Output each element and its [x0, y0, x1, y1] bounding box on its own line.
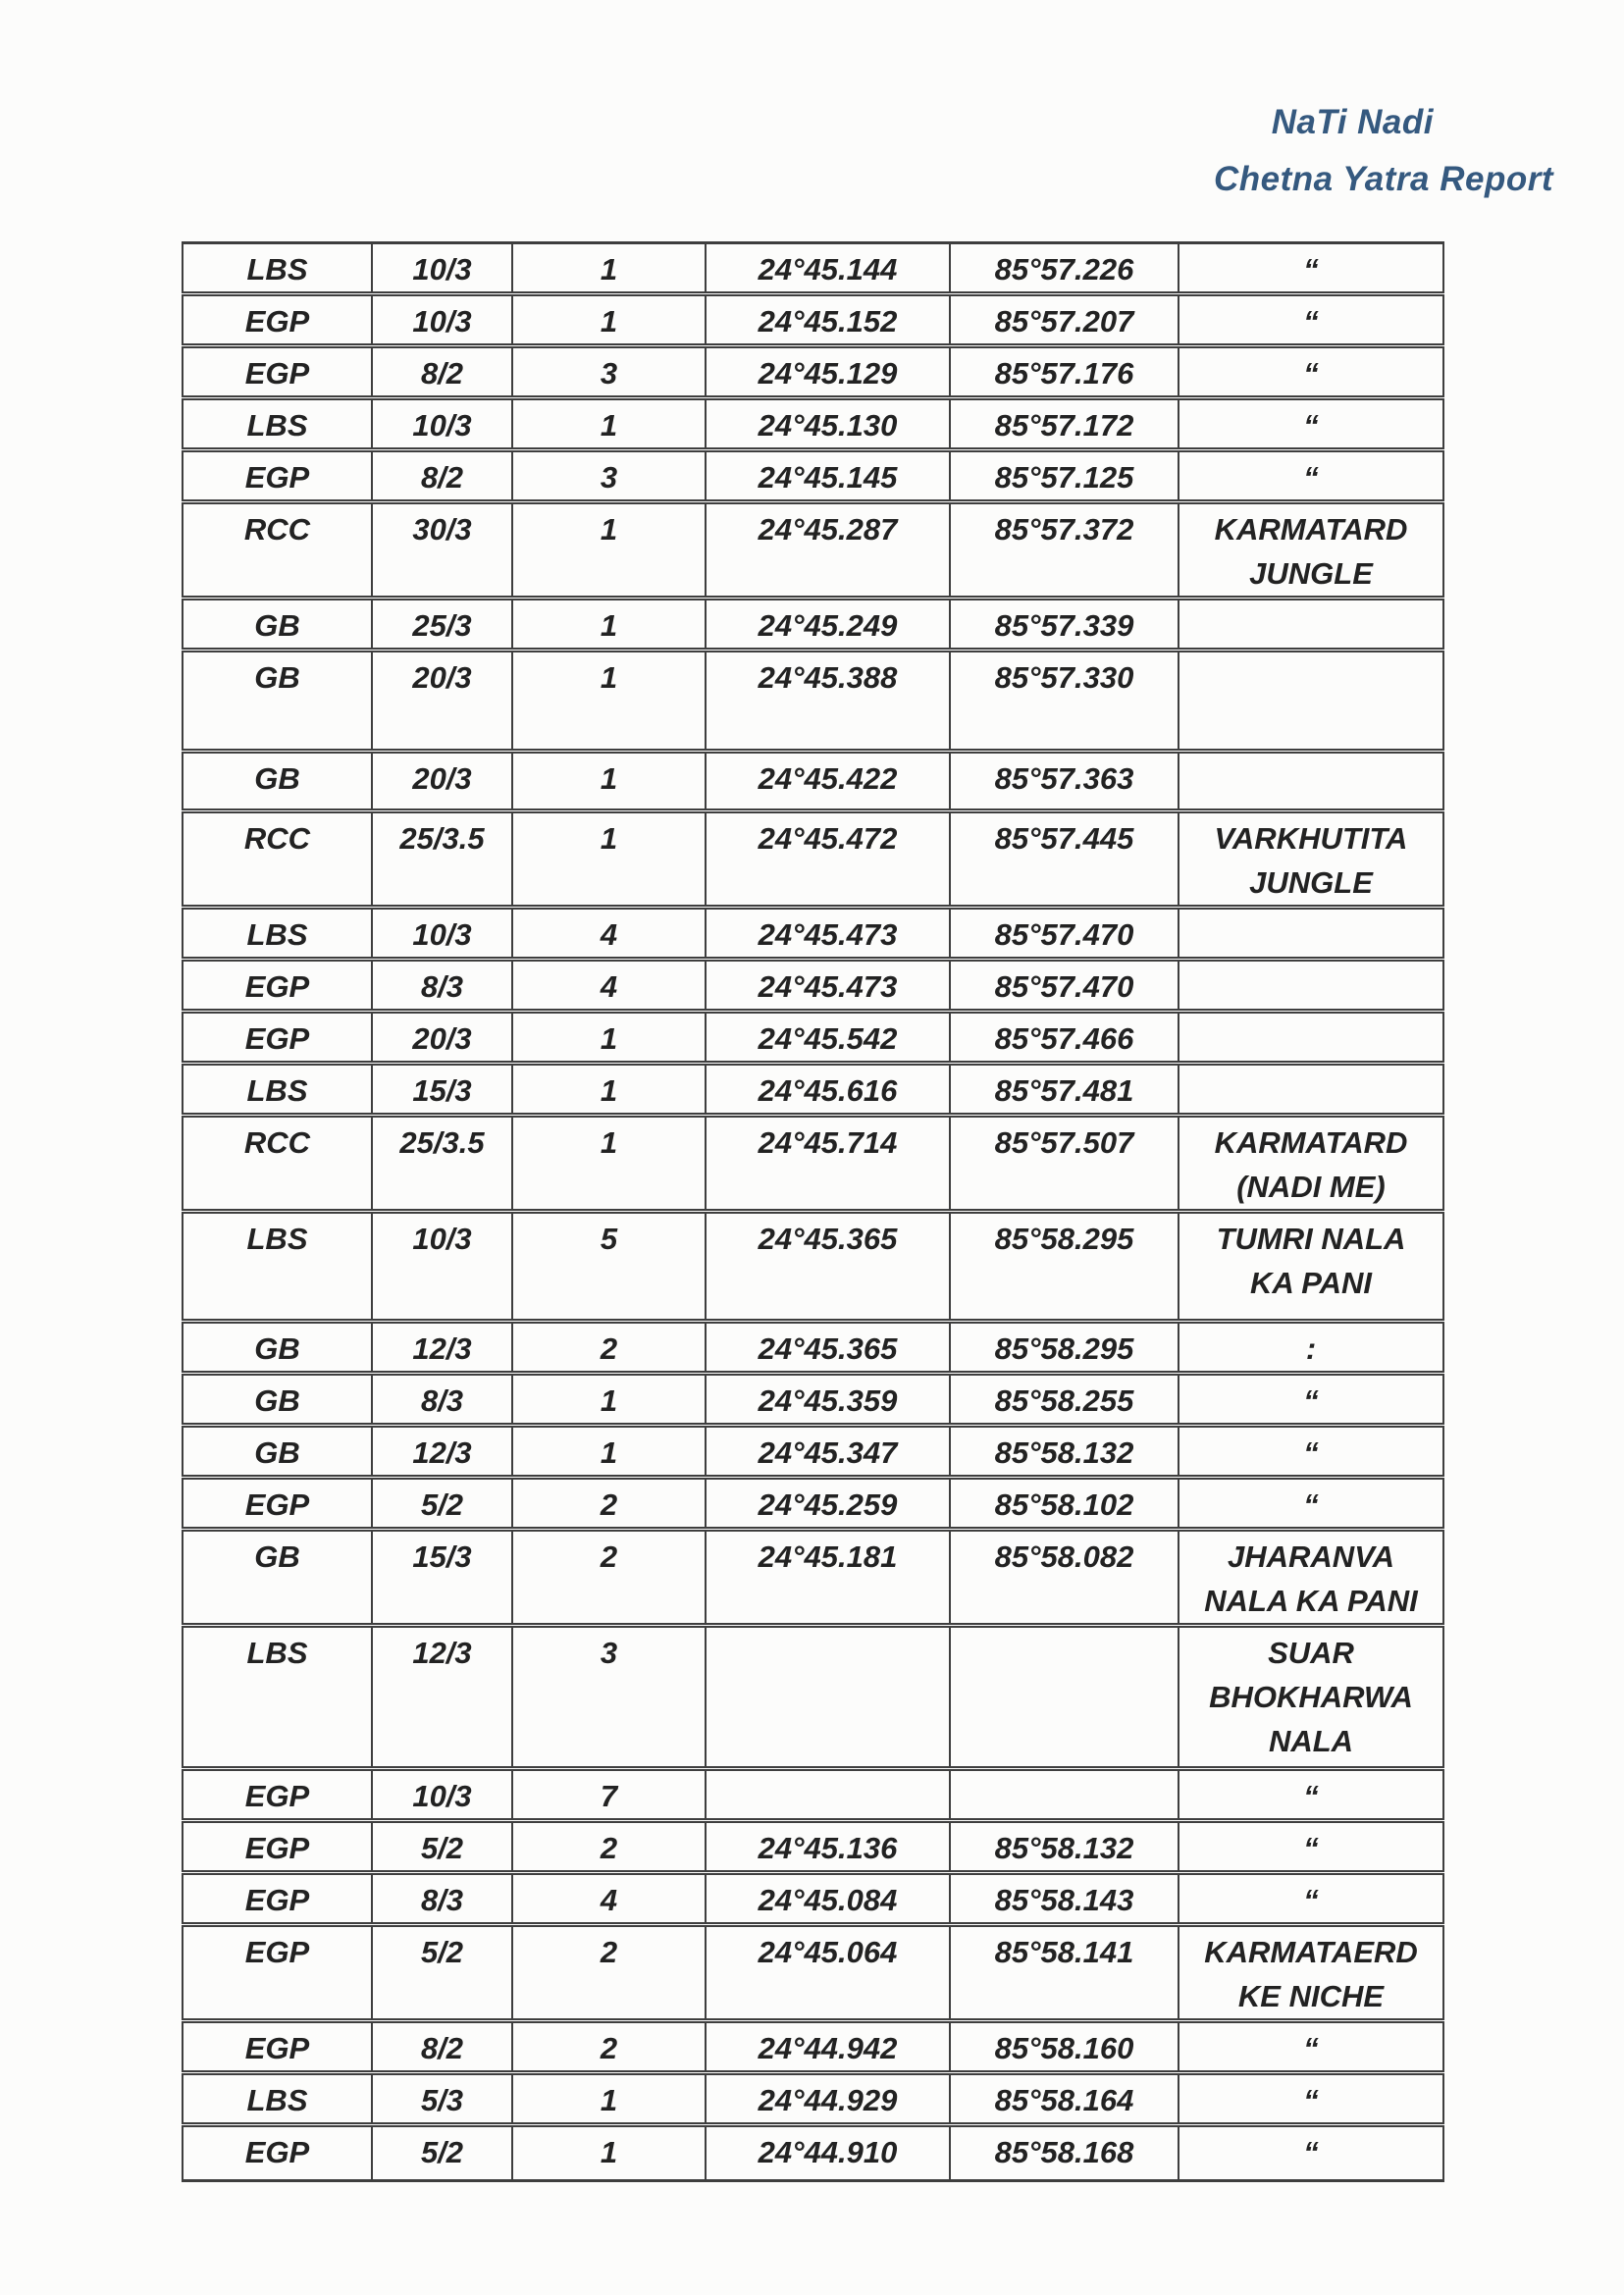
cell-lon: 85°58.132: [950, 1426, 1179, 1478]
cell-code: EGP: [183, 294, 372, 346]
cell-remark: KARMATARD JUNGLE: [1179, 502, 1443, 599]
table-row: [183, 1925, 1443, 2021]
cell-code: RCC: [183, 502, 372, 599]
cell-code: GB: [183, 1374, 372, 1426]
cell-lat: 24°45.249: [706, 599, 950, 651]
cell-lat: 24°45.144: [706, 243, 950, 294]
cell-size: 10/3: [372, 1212, 512, 1322]
cell-size: 15/3: [372, 1064, 512, 1116]
cell-remark: JHARANVA NALA KA PANI: [1179, 1530, 1443, 1626]
cell-size: 8/2: [372, 450, 512, 502]
cell-lat: 24°45.152: [706, 294, 950, 346]
table-row: [183, 599, 1443, 651]
cell-code: LBS: [183, 398, 372, 450]
cell-lat: 24°45.714: [706, 1116, 950, 1212]
table-row: [183, 450, 1443, 502]
cell-size: 25/3: [372, 599, 512, 651]
cell-remark: “: [1179, 1769, 1443, 1821]
cell-size: 5/3: [372, 2073, 512, 2125]
table-row: [183, 1064, 1443, 1116]
cell-size: 5/2: [372, 2125, 512, 2181]
cell-lat: 24°45.473: [706, 960, 950, 1012]
cell-lat: 24°45.287: [706, 502, 950, 599]
cell-count: 4: [512, 1873, 706, 1925]
table-row: [183, 651, 1443, 752]
cell-lat: 24°45.084: [706, 1873, 950, 1925]
cell-remark: “: [1179, 2021, 1443, 2073]
cell-count: 2: [512, 1821, 706, 1873]
cell-lon: 85°58.255: [950, 1374, 1179, 1426]
cell-remark: [1179, 1012, 1443, 1064]
cell-code: LBS: [183, 243, 372, 294]
cell-count: 1: [512, 599, 706, 651]
cell-size: 10/3: [372, 294, 512, 346]
cell-remark: “: [1179, 243, 1443, 294]
cell-lat: 24°45.181: [706, 1530, 950, 1626]
cell-size: 12/3: [372, 1626, 512, 1769]
table-row: [183, 2125, 1443, 2181]
cell-lon: 85°58.168: [950, 2125, 1179, 2181]
cell-lon: 85°58.141: [950, 1925, 1179, 2021]
cell-size: 8/2: [372, 2021, 512, 2073]
cell-code: EGP: [183, 1821, 372, 1873]
table-row: [183, 908, 1443, 960]
survey-table: [182, 241, 1444, 2182]
cell-size: 25/3.5: [372, 1116, 512, 1212]
cell-code: EGP: [183, 960, 372, 1012]
cell-lat: [706, 1626, 950, 1769]
cell-count: 1: [512, 243, 706, 294]
cell-lat: 24°44.910: [706, 2125, 950, 2181]
report-title-line2: Chetna Yatra Report: [1214, 160, 1553, 198]
cell-size: 10/3: [372, 398, 512, 450]
cell-remark: “: [1179, 2073, 1443, 2125]
cell-lon: 85°57.363: [950, 752, 1179, 811]
cell-size: 5/2: [372, 1821, 512, 1873]
cell-size: 8/3: [372, 960, 512, 1012]
cell-code: LBS: [183, 908, 372, 960]
cell-code: EGP: [183, 1012, 372, 1064]
table-row: [183, 2021, 1443, 2073]
table-row: [183, 811, 1443, 908]
table-row: [183, 1116, 1443, 1212]
cell-lon: 85°58.160: [950, 2021, 1179, 2073]
cell-size: 30/3: [372, 502, 512, 599]
cell-code: EGP: [183, 1873, 372, 1925]
cell-remark: “: [1179, 294, 1443, 346]
cell-count: 3: [512, 346, 706, 398]
cell-remark: [1179, 960, 1443, 1012]
cell-remark: “: [1179, 1374, 1443, 1426]
table-row: [183, 346, 1443, 398]
table-row: [183, 1626, 1443, 1769]
cell-remark: “: [1179, 1821, 1443, 1873]
cell-lon: 85°57.339: [950, 599, 1179, 651]
cell-code: LBS: [183, 1626, 372, 1769]
cell-count: 2: [512, 1925, 706, 2021]
cell-size: 12/3: [372, 1322, 512, 1374]
cell-lon: 85°57.125: [950, 450, 1179, 502]
cell-size: 10/3: [372, 243, 512, 294]
cell-lon: 85°57.176: [950, 346, 1179, 398]
cell-count: 1: [512, 294, 706, 346]
cell-count: 2: [512, 1478, 706, 1530]
cell-lon: 85°57.372: [950, 502, 1179, 599]
cell-remark: :: [1179, 1322, 1443, 1374]
cell-size: 10/3: [372, 908, 512, 960]
cell-lat: 24°44.929: [706, 2073, 950, 2125]
cell-lat: 24°45.064: [706, 1925, 950, 2021]
cell-count: 1: [512, 651, 706, 752]
cell-lat: 24°45.259: [706, 1478, 950, 1530]
cell-size: 8/2: [372, 346, 512, 398]
cell-lon: 85°58.295: [950, 1322, 1179, 1374]
cell-remark: VARKHUTITA JUNGLE: [1179, 811, 1443, 908]
cell-count: 4: [512, 960, 706, 1012]
cell-count: 1: [512, 2125, 706, 2181]
cell-count: 3: [512, 1626, 706, 1769]
table-row: [183, 1374, 1443, 1426]
cell-count: 1: [512, 1374, 706, 1426]
cell-lon: 85°58.164: [950, 2073, 1179, 2125]
table-row: [183, 1478, 1443, 1530]
cell-lat: 24°45.365: [706, 1322, 950, 1374]
cell-count: 3: [512, 450, 706, 502]
cell-remark: KARMATARD (NADI ME): [1179, 1116, 1443, 1212]
cell-remark: [1179, 1064, 1443, 1116]
cell-code: GB: [183, 752, 372, 811]
cell-remark: [1179, 599, 1443, 651]
cell-code: EGP: [183, 1478, 372, 1530]
cell-code: GB: [183, 599, 372, 651]
table-row: [183, 960, 1443, 1012]
cell-size: 20/3: [372, 651, 512, 752]
cell-size: 25/3.5: [372, 811, 512, 908]
cell-lon: 85°58.295: [950, 1212, 1179, 1322]
cell-size: 20/3: [372, 1012, 512, 1064]
cell-count: 1: [512, 1116, 706, 1212]
cell-lat: 24°45.388: [706, 651, 950, 752]
cell-lat: 24°44.942: [706, 2021, 950, 2073]
cell-code: GB: [183, 1530, 372, 1626]
cell-remark: “: [1179, 1478, 1443, 1530]
table-row: [183, 1530, 1443, 1626]
cell-count: 2: [512, 2021, 706, 2073]
cell-code: RCC: [183, 811, 372, 908]
cell-lon: 85°58.102: [950, 1478, 1179, 1530]
cell-lat: 24°45.347: [706, 1426, 950, 1478]
cell-remark: TUMRI NALA KA PANI: [1179, 1212, 1443, 1322]
report-title-line1: NaTi Nadi: [1271, 103, 1434, 141]
cell-size: 5/2: [372, 1925, 512, 2021]
cell-lat: 24°45.359: [706, 1374, 950, 1426]
cell-remark: KARMATAERD KE NICHE: [1179, 1925, 1443, 2021]
cell-code: EGP: [183, 1925, 372, 2021]
table-row: [183, 752, 1443, 811]
cell-size: 20/3: [372, 752, 512, 811]
table-row: [183, 1212, 1443, 1322]
cell-count: 5: [512, 1212, 706, 1322]
cell-code: EGP: [183, 1769, 372, 1821]
cell-size: 10/3: [372, 1769, 512, 1821]
cell-lat: 24°45.422: [706, 752, 950, 811]
cell-size: 8/3: [372, 1873, 512, 1925]
cell-count: 2: [512, 1322, 706, 1374]
cell-lon: 85°57.172: [950, 398, 1179, 450]
table-row: [183, 1873, 1443, 1925]
cell-size: 12/3: [372, 1426, 512, 1478]
table-row: [183, 1322, 1443, 1374]
cell-code: LBS: [183, 1064, 372, 1116]
cell-remark: [1179, 752, 1443, 811]
cell-lat: 24°45.616: [706, 1064, 950, 1116]
cell-count: 4: [512, 908, 706, 960]
cell-lon: 85°57.466: [950, 1012, 1179, 1064]
cell-code: EGP: [183, 346, 372, 398]
cell-lon: 85°57.507: [950, 1116, 1179, 1212]
cell-lat: 24°45.136: [706, 1821, 950, 1873]
cell-code: GB: [183, 1426, 372, 1478]
table-row: [183, 2073, 1443, 2125]
cell-lat: 24°45.365: [706, 1212, 950, 1322]
cell-lon: 85°57.207: [950, 294, 1179, 346]
cell-lon: [950, 1769, 1179, 1821]
cell-size: 8/3: [372, 1374, 512, 1426]
cell-count: 1: [512, 811, 706, 908]
report-header: [1214, 94, 1553, 208]
cell-code: EGP: [183, 2125, 372, 2181]
cell-code: GB: [183, 1322, 372, 1374]
cell-remark: “: [1179, 450, 1443, 502]
cell-lon: 85°57.481: [950, 1064, 1179, 1116]
cell-code: LBS: [183, 2073, 372, 2125]
cell-code: GB: [183, 651, 372, 752]
cell-count: 2: [512, 1530, 706, 1626]
cell-count: 1: [512, 2073, 706, 2125]
cell-lat: 24°45.145: [706, 450, 950, 502]
cell-lat: 24°45.542: [706, 1012, 950, 1064]
table-row: [183, 1012, 1443, 1064]
cell-count: 1: [512, 752, 706, 811]
cell-remark: [1179, 651, 1443, 752]
cell-remark: [1179, 908, 1443, 960]
cell-remark: “: [1179, 1426, 1443, 1478]
cell-count: 1: [512, 502, 706, 599]
cell-lon: 85°57.445: [950, 811, 1179, 908]
cell-code: EGP: [183, 450, 372, 502]
table-row: [183, 1426, 1443, 1478]
cell-remark: SUAR BHOKHARWA NALA: [1179, 1626, 1443, 1769]
cell-lat: 24°45.473: [706, 908, 950, 960]
table-row: [183, 294, 1443, 346]
cell-count: 1: [512, 1012, 706, 1064]
table-row: [183, 502, 1443, 599]
cell-remark: “: [1179, 1873, 1443, 1925]
table-row: [183, 1769, 1443, 1821]
cell-lon: 85°57.226: [950, 243, 1179, 294]
cell-lon: 85°58.132: [950, 1821, 1179, 1873]
cell-lon: 85°57.470: [950, 908, 1179, 960]
cell-count: 7: [512, 1769, 706, 1821]
cell-count: 1: [512, 1426, 706, 1478]
cell-lon: [950, 1626, 1179, 1769]
cell-lat: 24°45.472: [706, 811, 950, 908]
table-row: [183, 398, 1443, 450]
table-row: [183, 1821, 1443, 1873]
cell-remark: “: [1179, 2125, 1443, 2181]
cell-code: LBS: [183, 1212, 372, 1322]
cell-lat: [706, 1769, 950, 1821]
table-row: [183, 243, 1443, 294]
cell-lat: 24°45.130: [706, 398, 950, 450]
cell-code: RCC: [183, 1116, 372, 1212]
cell-code: EGP: [183, 2021, 372, 2073]
cell-lon: 85°58.143: [950, 1873, 1179, 1925]
cell-lon: 85°58.082: [950, 1530, 1179, 1626]
cell-count: 1: [512, 1064, 706, 1116]
cell-lon: 85°57.470: [950, 960, 1179, 1012]
cell-size: 5/2: [372, 1478, 512, 1530]
cell-remark: “: [1179, 346, 1443, 398]
cell-remark: “: [1179, 398, 1443, 450]
cell-lat: 24°45.129: [706, 346, 950, 398]
cell-size: 15/3: [372, 1530, 512, 1626]
cell-lon: 85°57.330: [950, 651, 1179, 752]
cell-count: 1: [512, 398, 706, 450]
